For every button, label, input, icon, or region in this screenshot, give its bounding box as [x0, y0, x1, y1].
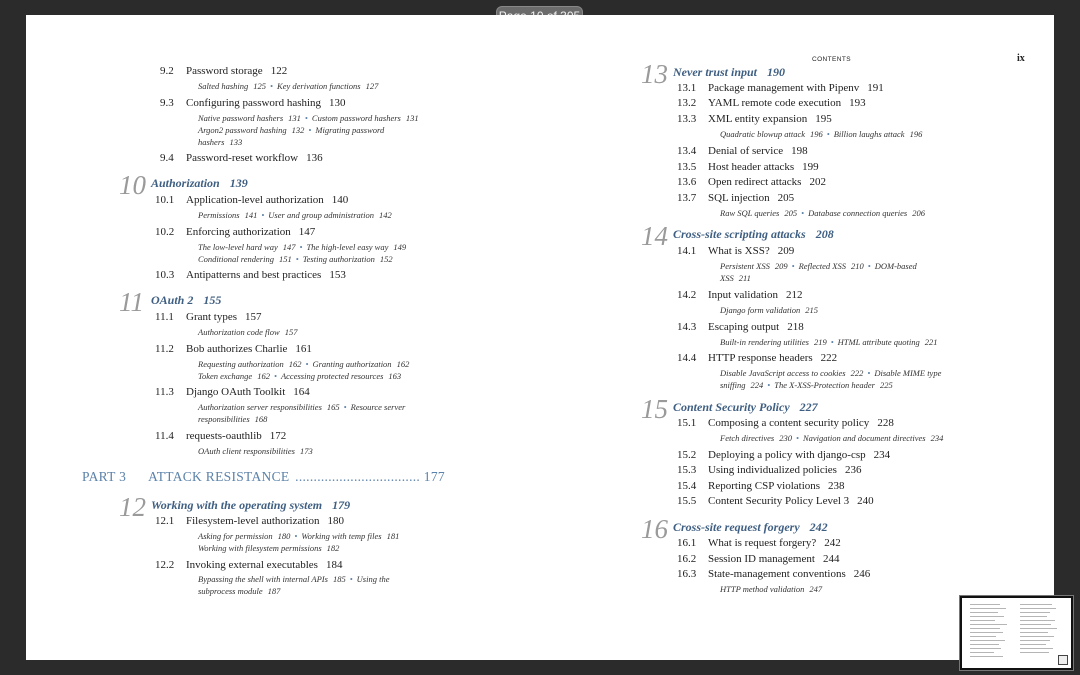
section-number: 13.4 — [677, 145, 697, 157]
toc-subsection-line[interactable]: Fetch directives 230 • Navigation and document directives 234 — [720, 433, 944, 443]
toc-section-9-4[interactable]: Password-reset workflow 136 — [186, 152, 323, 164]
toc-chapter-12[interactable]: Working with the operating system 179 — [151, 498, 351, 512]
toc-subsection-line[interactable]: Persistent XSS 209 • Reflected XSS 210 • DOM-based — [720, 261, 917, 271]
section-number: 11.1 — [155, 311, 174, 323]
section-number: 9.3 — [160, 97, 174, 109]
toc-section-15-3[interactable]: Using individualized policies 236 — [708, 464, 862, 476]
toc-subsection-line[interactable]: Token exchange 162 • Accessing protected resources 163 — [198, 371, 402, 381]
toc-subsection-line[interactable]: Quadratic blowup attack 196 • Billion laughs attack 196 — [720, 129, 923, 139]
chapter-number: 11 — [119, 287, 144, 317]
section-number: 14.1 — [677, 245, 697, 257]
toc-section-10-2[interactable]: Enforcing authorization 147 — [186, 226, 316, 238]
toc-section-16-3[interactable]: State-management conventions 246 — [708, 568, 871, 580]
toc-section-15-4[interactable]: Reporting CSP violations 238 — [708, 480, 845, 492]
section-number: 13.3 — [677, 113, 697, 125]
toc-section-13-5[interactable]: Host header attacks 199 — [708, 161, 819, 173]
section-number: 11.2 — [155, 343, 174, 355]
toc-subsection-line[interactable]: Disable JavaScript access to cookies 222 • Disable MIME type — [720, 368, 942, 378]
toc-subsection-line[interactable]: hashers 133 — [198, 137, 243, 147]
toc-section-12-2[interactable]: Invoking external executables 184 — [186, 559, 343, 571]
toc-section-16-2[interactable]: Session ID management 244 — [708, 553, 840, 565]
section-number: 13.1 — [677, 82, 697, 94]
section-number: 15.2 — [677, 449, 697, 461]
toc-section-15-2[interactable]: Deploying a policy with django-csp 234 — [708, 449, 891, 461]
section-number: 15.5 — [677, 495, 697, 507]
section-number: 15.3 — [677, 464, 697, 476]
section-number: 10.3 — [155, 269, 175, 281]
chapter-number: 10 — [119, 170, 146, 200]
toc-section-16-1[interactable]: What is request forgery? 242 — [708, 537, 841, 549]
section-number: 14.4 — [677, 352, 697, 364]
section-number: 9.4 — [160, 152, 174, 164]
toc-chapter-16[interactable]: Cross-site request forgery 242 — [673, 520, 828, 534]
toc-subsection-line[interactable]: HTTP method validation 247 — [720, 584, 823, 594]
toc-subsection-line[interactable]: Working with filesystem permissions 182 — [198, 543, 340, 553]
toc-section-14-1[interactable]: What is XSS? 209 — [708, 245, 795, 257]
toc-subsection-line[interactable]: Requesting authorization 162 • Granting authorization 162 — [198, 359, 410, 369]
toc-section-11-1[interactable]: Grant types 157 — [186, 311, 262, 323]
toc-section-10-1[interactable]: Application-level authorization 140 — [186, 194, 349, 206]
toc-subsection-line[interactable]: Conditional rendering 151 • Testing authorization 152 — [198, 254, 393, 264]
page-number: ix — [1017, 53, 1025, 64]
toc-subsection-line[interactable]: XSS 211 — [720, 273, 751, 283]
section-number: 13.7 — [677, 192, 697, 204]
toc-subsection-line[interactable]: Salted hashing 125 • Key derivation functions 127 — [198, 81, 379, 91]
toc-section-13-6[interactable]: Open redirect attacks 202 — [708, 176, 826, 188]
thumbnail-right-column — [1020, 604, 1060, 656]
toc-section-14-3[interactable]: Escaping output 218 — [708, 321, 804, 333]
section-number: 10.2 — [155, 226, 175, 238]
toc-section-10-3[interactable]: Antipatterns and best practices 153 — [186, 269, 346, 281]
section-number: 13.6 — [677, 176, 697, 188]
section-number: 15.1 — [677, 417, 697, 429]
section-number: 9.2 — [160, 65, 174, 77]
toc-subsection-line[interactable]: Argon2 password hashing 132 • Migrating password — [198, 125, 385, 135]
chapter-number: 16 — [641, 514, 668, 544]
section-number: 16.2 — [677, 553, 697, 565]
section-number: 11.3 — [155, 386, 174, 398]
chapter-number: 13 — [641, 59, 668, 89]
toc-section-15-5[interactable]: Content Security Policy Level 3 240 — [708, 495, 874, 507]
toc-section-13-4[interactable]: Denial of service 198 — [708, 145, 808, 157]
toc-section-9-2[interactable]: Password storage 122 — [186, 65, 288, 77]
toc-subsection-line[interactable]: Bypassing the shell with internal APIs 185 • Using the — [198, 574, 390, 584]
section-number: 13.5 — [677, 161, 697, 173]
toc-subsection-line[interactable]: Raw SQL queries 205 • Database connection queries 206 — [720, 208, 925, 218]
toc-subsection-line[interactable]: Authorization code flow 157 — [198, 327, 298, 337]
toc-subsection-line[interactable]: subprocess module 187 — [198, 586, 281, 596]
section-number: 16.3 — [677, 568, 697, 580]
section-number: 12.2 — [155, 559, 175, 571]
section-number: 10.1 — [155, 194, 175, 206]
toc-subsection-line[interactable]: The low-level hard way 147 • The high-level easy way 149 — [198, 242, 407, 252]
running-header: CONTENTS — [812, 56, 851, 63]
toc-subsection-line[interactable]: Asking for permission 180 • Working with temp files 181 — [198, 531, 400, 541]
page-thumbnail-navigator[interactable] — [960, 596, 1073, 670]
toc-section-12-1[interactable]: Filesystem-level authorization 180 — [186, 515, 344, 527]
thumbnail-resize-handle[interactable] — [1058, 655, 1068, 665]
toc-subsection-line[interactable]: Built-in rendering utilities 219 • HTML attribute quoting 221 — [720, 337, 938, 347]
toc-chapter-14[interactable]: Cross-site scripting attacks 208 — [673, 227, 834, 241]
toc-subsection-line[interactable]: Native password hashers 131 • Custom password hashers 131 — [198, 113, 419, 123]
toc-chapter-15[interactable]: Content Security Policy 227 — [673, 400, 818, 414]
thumbnail-left-column — [970, 604, 1010, 660]
toc-subsection-line[interactable]: Django form validation 215 — [720, 305, 819, 315]
toc-section-13-7[interactable]: SQL injection 205 — [708, 192, 795, 204]
toc-chapter-13[interactable]: Never trust input 190 — [673, 65, 786, 79]
toc-subsection-line[interactable]: sniffing 224 • The X-XSS-Protection header 225 — [720, 380, 893, 390]
toc-section-11-3[interactable]: Django OAuth Toolkit 164 — [186, 386, 310, 398]
toc-section-15-1[interactable]: Composing a content security policy 228 — [708, 417, 894, 429]
section-number: 11.4 — [155, 430, 174, 442]
toc-section-11-4[interactable]: requests-oauthlib 172 — [186, 430, 287, 442]
toc-chapter-10[interactable]: Authorization 139 — [151, 176, 248, 190]
toc-subsection-line[interactable]: Permissions 141 • User and group administration 142 — [198, 210, 392, 220]
chapter-number: 14 — [641, 221, 668, 251]
toc-subsection-line[interactable]: OAuth client responsibilities 173 — [198, 446, 313, 456]
toc-section-9-3[interactable]: Configuring password hashing 130 — [186, 97, 346, 109]
section-number: 15.4 — [677, 480, 697, 492]
section-number: 14.3 — [677, 321, 697, 333]
toc-chapter-11[interactable]: OAuth 2 155 — [151, 293, 222, 307]
toc-part-3[interactable]: PART 3 ATTACK RESISTANCE .................................. 177 — [82, 469, 445, 484]
chapter-number: 15 — [641, 394, 668, 424]
toc-section-11-2[interactable]: Bob authorizes Charlie 161 — [186, 343, 312, 355]
document-page — [26, 15, 1054, 660]
toc-section-13-2[interactable]: YAML remote code execution 193 — [708, 97, 866, 109]
section-number: 12.1 — [155, 515, 175, 527]
toc-section-14-2[interactable]: Input validation 212 — [708, 289, 803, 301]
toc-subsection-line[interactable]: Authorization server responsibilities 165 • Resource server — [198, 402, 406, 412]
section-number: 16.1 — [677, 537, 697, 549]
toc-section-14-4[interactable]: HTTP response headers 222 — [708, 352, 838, 364]
chapter-number: 12 — [119, 492, 146, 522]
section-number: 14.2 — [677, 289, 697, 301]
toc-section-13-3[interactable]: XML entity expansion 195 — [708, 113, 832, 125]
section-number: 13.2 — [677, 97, 697, 109]
toc-section-13-1[interactable]: Package management with Pipenv 191 — [708, 82, 884, 94]
toc-subsection-line[interactable]: responsibilities 168 — [198, 414, 268, 424]
